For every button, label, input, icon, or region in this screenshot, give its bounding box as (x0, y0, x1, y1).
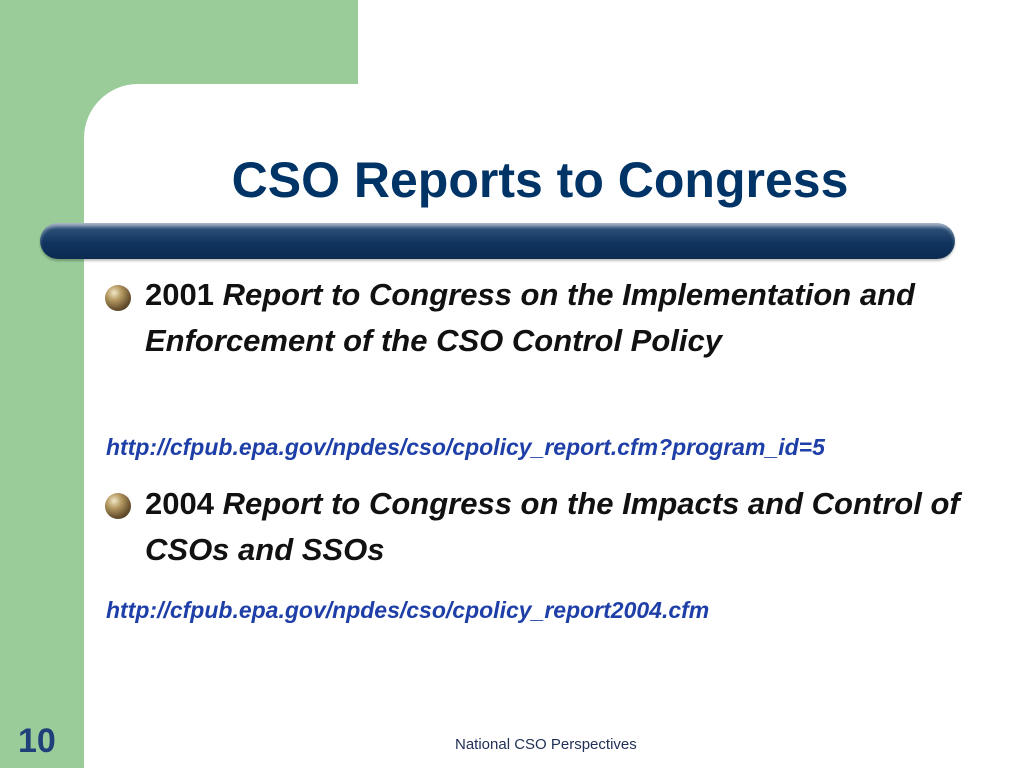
report-link[interactable]: http://cfpub.epa.gov/npdes/cso/cpolicy_report.cfm?program_id=5 (106, 434, 825, 460)
report-title: Report to Congress on the Impacts and Control of CSOs and SSOs (145, 486, 960, 567)
top-white-strip (358, 0, 1024, 84)
report-link[interactable]: http://cfpub.epa.gov/npdes/cso/cpolicy_report2004.cfm (106, 597, 710, 623)
page-number: 10 (18, 722, 56, 760)
bullet-icon (105, 493, 131, 519)
list-item (145, 481, 1005, 573)
bullet-icon (105, 285, 131, 311)
list-item (145, 272, 1005, 364)
footer-text: National CSO Perspectives (455, 736, 637, 753)
report-year: 2004 (145, 486, 214, 521)
report-title: Report to Congress on the Implementation and Enforcement of the CSO Control Policy (145, 277, 915, 358)
report-year: 2001 (145, 277, 214, 312)
page-title: CSO Reports to Congress (231, 152, 849, 208)
title-underline-bar (40, 223, 955, 259)
